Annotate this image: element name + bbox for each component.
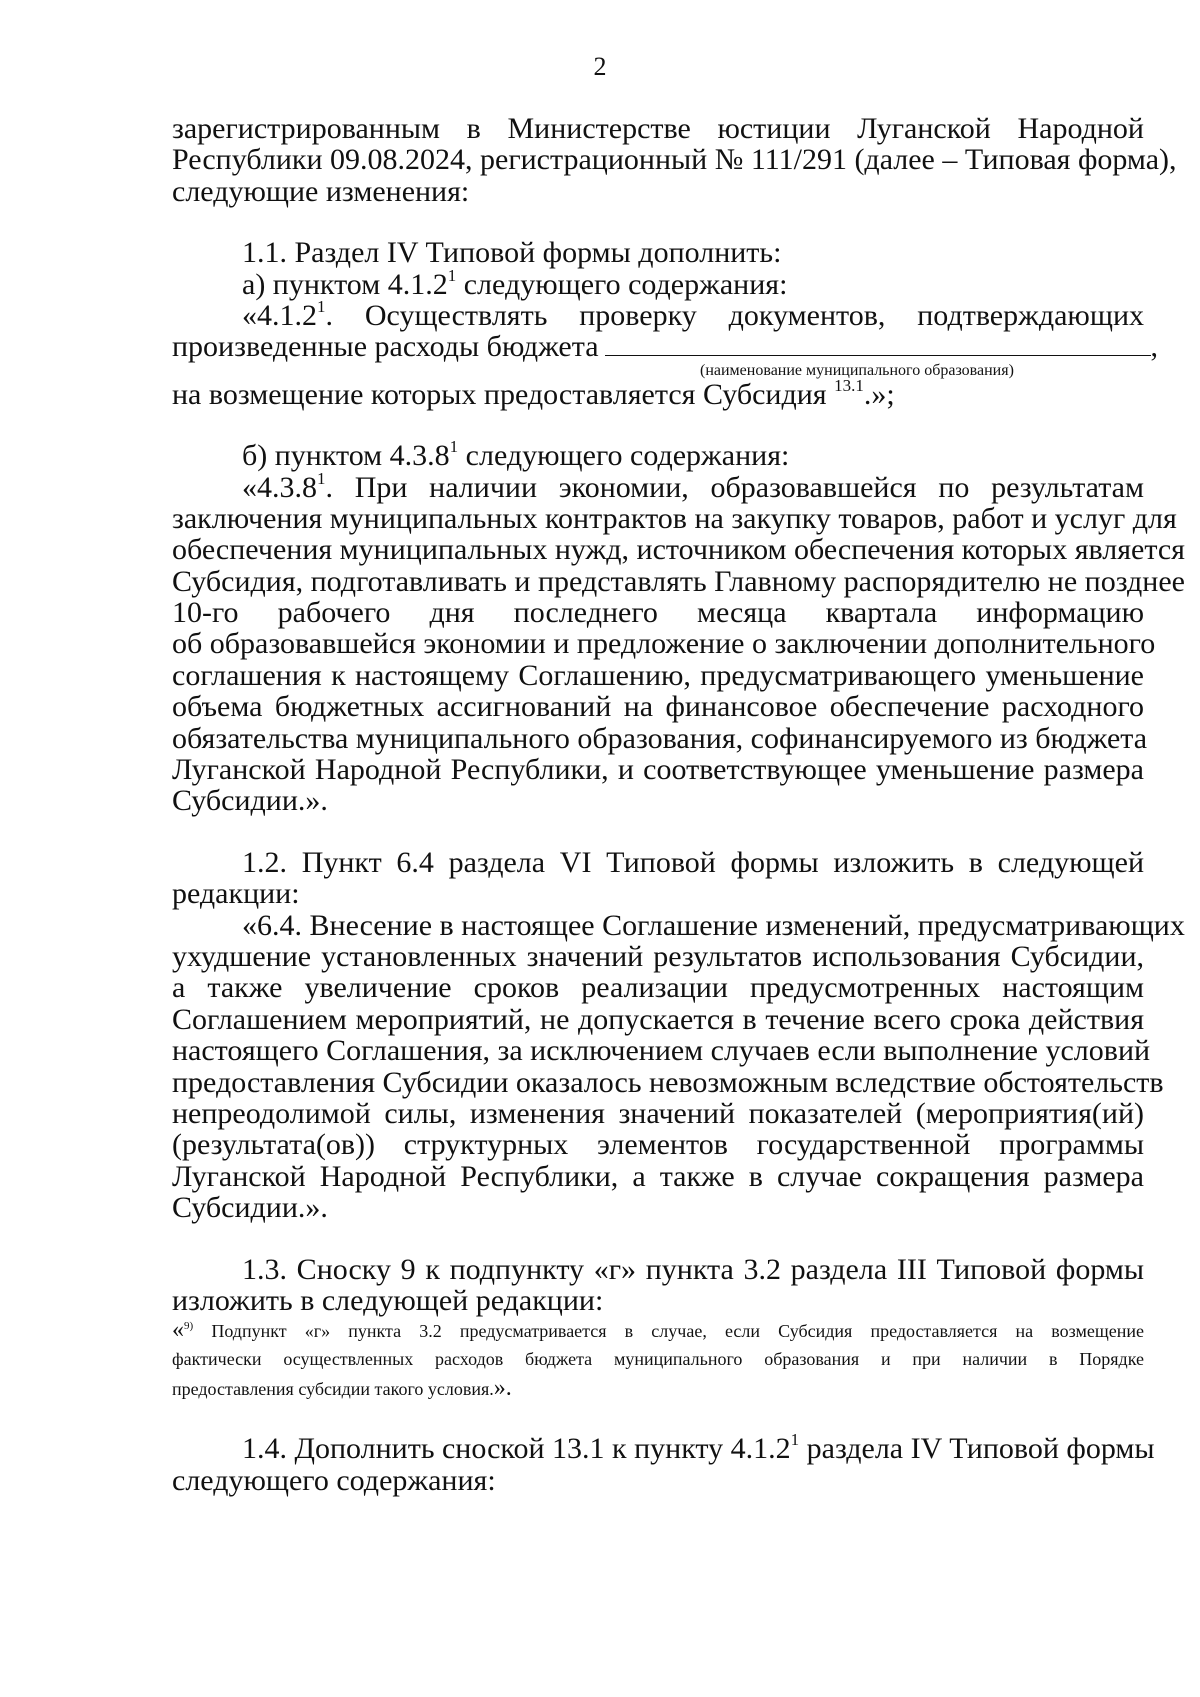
text-line: (результата(ов)) структурных элементов государственной программы xyxy=(172,1128,1144,1162)
superscript: 1 xyxy=(317,468,326,488)
field-caption: (наименование муниципального образования) xyxy=(700,361,1014,379)
blank-underline xyxy=(605,335,1151,356)
quote-mark: ». xyxy=(493,1375,512,1402)
text-line: заключения муниципальных контрактов на закупку товаров, работ и услуг для xyxy=(172,501,1177,535)
text-line: предоставления Субсидии оказалось невозможным вследствие обстоятельств xyxy=(172,1065,1164,1099)
text-line xyxy=(172,375,1144,411)
text-line xyxy=(172,437,1144,473)
text-span: 1.4. Дополнить сноской 13.1 к пункту 4.1.2 xyxy=(242,1432,791,1466)
superscript: 1 xyxy=(449,437,459,457)
page-number: 2 xyxy=(593,52,607,81)
text-line: изложить в следующей редакции: xyxy=(172,1283,604,1317)
text-line: а также увеличение сроков реализации предусмотренных настоящим xyxy=(172,971,1144,1005)
text-line: обязательства муниципального образования, софинансируемого из бюджета xyxy=(172,721,1148,755)
quote-mark: « xyxy=(172,1317,184,1344)
superscript: 13.1 xyxy=(834,375,864,395)
text-line: 10-го рабочего дня последнего месяца квартала информацию xyxy=(172,596,1144,630)
superscript: 1 xyxy=(447,265,457,285)
text-line: «6.4. Внесение в настоящее Соглашение изменений, предусматривающих xyxy=(242,908,1185,942)
text-span: «4.3.8 xyxy=(242,470,317,504)
text-span: , xyxy=(1150,330,1159,364)
superscript: 1 xyxy=(317,296,326,316)
text-span: предоставления субсидии такого условия. xyxy=(172,1379,494,1400)
text-line xyxy=(172,296,1144,332)
text-line: Субсидия, подготавливать и представлять Главному распорядителю не позднее xyxy=(172,564,1185,598)
text-span: б) пунктом 4.3.8 xyxy=(242,439,450,473)
text-span: . Осуществлять проверку документов, подтверждающих xyxy=(325,298,1144,332)
text-span: произведенные расходы бюджета xyxy=(172,330,599,364)
text-span: на возмещение которых предоставляется Субсидия xyxy=(172,377,835,411)
text-span: следующего содержания: xyxy=(456,267,788,301)
text-line: зарегистрированным в Министерстве юстиции Луганской Народной xyxy=(172,112,1144,145)
footnote-line xyxy=(172,1316,1144,1345)
text-line: Республики 09.08.2024, регистрационный № 111/291 (далее – Типовая форма), xyxy=(172,143,1177,177)
superscript: 1 xyxy=(790,1430,800,1450)
text-line: Луганской Народной Республики, и соответствующее уменьшение размера xyxy=(172,753,1144,787)
text-line: редакции: xyxy=(172,877,300,911)
section-heading: 1.3. Сноску 9 к подпункту «г» пункта 3.2 раздела III Типовой формы xyxy=(242,1252,1144,1286)
footnote-line xyxy=(172,1374,1144,1403)
text-span: следующего содержания: xyxy=(458,439,790,473)
text-line xyxy=(172,330,1159,364)
text-line: непреодолимой силы, изменения значений показателей (мероприятия(ий) xyxy=(172,1096,1144,1130)
text-line: обеспечения муниципальных нужд, источником обеспечения которых является xyxy=(172,533,1185,567)
text-line: Субсидии.». xyxy=(172,784,328,818)
text-line: Луганской Народной Республики, а также в случае сокращения размера xyxy=(172,1159,1144,1193)
text-line xyxy=(172,265,1144,301)
text-span: «4.1.2 xyxy=(242,298,317,332)
section-heading xyxy=(172,1430,1155,1466)
document-body xyxy=(172,112,1185,1497)
text-span: а) пунктом 4.1.2 xyxy=(242,267,448,301)
text-line: об образовавшейся экономии и предложение о заключении дополнительного xyxy=(172,627,1156,661)
text-line: следующие изменения: xyxy=(172,174,470,208)
text-span: . При наличии экономии, образовавшейся по результатам xyxy=(325,470,1144,504)
text-line: следующего содержания: xyxy=(172,1463,496,1497)
text-line: настоящего Соглашения, за исключением случаев если выполнение условий xyxy=(172,1034,1151,1068)
text-line: ухудшение установленных значений результатов использования Субсидии, xyxy=(172,939,1144,973)
footnote-line: фактически осуществленных расходов бюджета муниципального образования и при наличии в Порядке xyxy=(172,1349,1144,1370)
text-line: объема бюджетных ассигнований на финансовое обеспечение расходного xyxy=(172,690,1144,724)
section-heading: 1.1. Раздел IV Типовой формы дополнить: xyxy=(242,236,782,270)
text-span: .»; xyxy=(863,377,895,411)
text-line xyxy=(172,468,1144,504)
text-line: Соглашением мероприятий, не допускается в течение всего срока действия xyxy=(172,1002,1144,1036)
text-line: соглашения к настоящему Соглашению, предусматривающего уменьшение xyxy=(172,658,1144,692)
footnote-marker: 9) xyxy=(184,1320,194,1333)
section-heading: 1.2. Пункт 6.4 раздела VI Типовой формы изложить в следующей xyxy=(242,845,1144,879)
text-span: раздела IV Типовой формы xyxy=(799,1432,1155,1466)
text-line: Субсидии.». xyxy=(172,1191,328,1225)
text-span: Подпункт «г» пункта 3.2 предусматривается в случае, если Субсидия предоставляется на возмещение xyxy=(193,1321,1144,1342)
